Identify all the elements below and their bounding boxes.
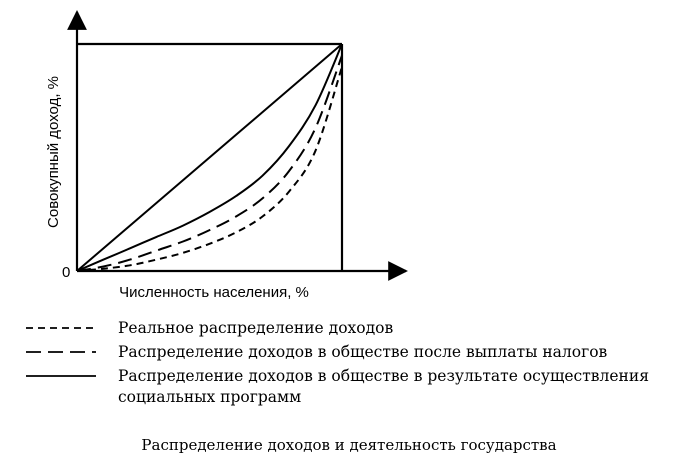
legend-item-after-taxes	[26, 342, 698, 366]
chart-title: Распределение доходов и деятельность государства	[141, 436, 557, 454]
series-line-long-dash-2	[77, 55, 342, 271]
legend-swatch-solid	[26, 370, 96, 382]
legend-item-real	[26, 318, 698, 342]
legend-swatch-short-dash	[26, 322, 96, 334]
legend-label-social-programs: Распределение доходов в обществе в результате осуществления социальных программ	[118, 367, 649, 406]
legend-label-after-taxes: Распределение доходов в обществе после выплаты налогов	[118, 343, 608, 361]
x-axis-label: Численность населения, %	[119, 284, 309, 301]
series-layer	[77, 44, 342, 271]
y-axis-label: Совокупный доход, %	[45, 76, 62, 228]
origin-label: 0	[62, 264, 71, 281]
legend-swatch-long-dash	[26, 346, 96, 358]
legend-label-real: Реальное распределение доходов	[118, 319, 394, 337]
series-line-solid-0	[77, 44, 342, 271]
series-line-short-dash-3	[77, 67, 342, 271]
legend-item-social-programs	[26, 366, 698, 410]
legend	[26, 318, 698, 410]
